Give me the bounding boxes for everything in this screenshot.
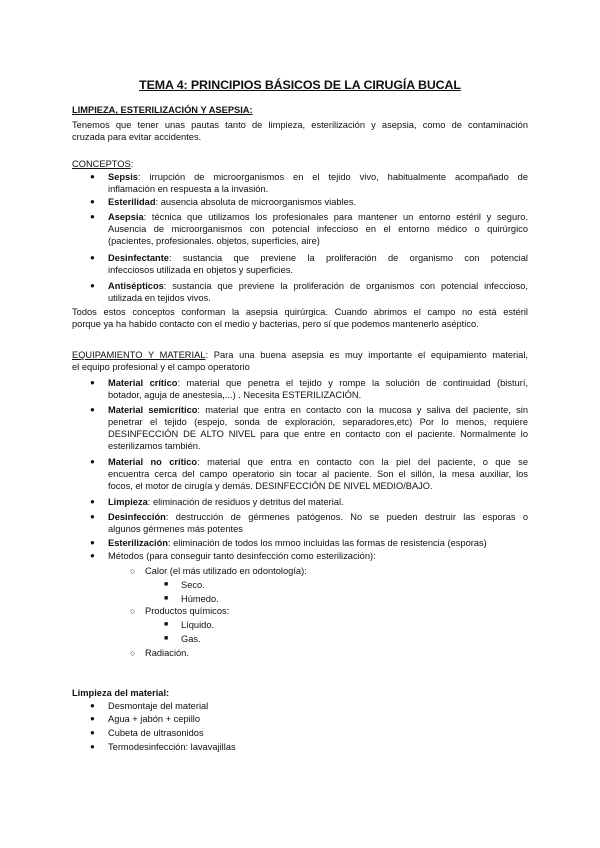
square-bullet-icon: ■ xyxy=(164,621,169,628)
paragraph-line: Tenemos que tener unas pautas tanto de limpieza, esterilización y asepsia, como de contaminación xyxy=(72,120,528,130)
page-title: TEMA 4: PRINCIPIOS BÁSICOS DE LA CIRUGÍA BUCAL xyxy=(139,78,461,92)
square-bullet-icon: ■ xyxy=(164,581,169,588)
paragraph-line: el equipo profesional y el campo operatorio xyxy=(72,362,250,372)
concept-line: Ausencia de microorganismos con potencial infeccioso en el entorno médico o quirúrgico xyxy=(108,224,528,234)
list-item: Termodesinfección: lavavajillas xyxy=(108,742,236,752)
bullet-icon: ● xyxy=(90,551,95,560)
bullet-icon: ● xyxy=(90,457,95,466)
circle-bullet-icon: ○ xyxy=(130,566,136,576)
item-line: algunos gérmenes más potentes xyxy=(108,524,243,534)
bullet-icon: ● xyxy=(90,538,95,547)
list-item: Cubeta de ultrasonidos xyxy=(108,728,204,738)
item-limpieza: Limpieza: eliminación de residuos y detritus del material. xyxy=(108,497,344,507)
concept-line: utilizada en tejidos vivos. xyxy=(108,293,211,303)
equipamiento-intro: EQUIPAMIENTO Y MATERIAL: Para una buena asepsia es muy importante el equipamiento material, xyxy=(72,350,528,360)
item-line: focos, el motor de cirugía y demás. DESINFECCIÓN DE NIVEL MEDIO/BAJO. xyxy=(108,481,433,491)
circle-bullet-icon: ○ xyxy=(130,648,136,658)
item-metodos: Métodos (para conseguir tanto desinfección como esterilización): xyxy=(108,551,376,561)
concept-sepsis: Sepsis: irrupción de microorganismos en el tejido vivo, habitualmente acompañado de xyxy=(108,172,528,182)
limpieza-material-heading: Limpieza del material: xyxy=(72,688,170,698)
square-bullet-icon: ■ xyxy=(164,635,169,642)
square-bullet-icon: ■ xyxy=(164,595,169,602)
conceptos-heading: CONCEPTOS: xyxy=(72,159,134,169)
concept-antisepticos: Antisépticos: sustancia que previene la proliferación de organismos con potencial infeccioso, xyxy=(108,281,528,291)
metodo-liquido: Líquido. xyxy=(181,620,215,630)
bullet-icon: ● xyxy=(90,742,95,751)
concept-line: (pacientes, profesionales. objetos, superficies, aire) xyxy=(108,236,320,246)
item-material-semicritico: Material semicrítico: material que entra en contacto con la mucosa y saliva del paciente, sin xyxy=(108,405,528,415)
item-material-no-critico: Material no crítico: material que entra en contacto con la piel del paciente, o que se xyxy=(108,457,528,467)
item-line: botador, aguja de anestesia,...) . Necesita ESTERILIZACIÓN. xyxy=(108,390,362,400)
bullet-icon: ● xyxy=(90,714,95,723)
concept-desinfectante: Desinfectante: sustancia que previene la proliferación de organismo con potencial xyxy=(108,253,528,263)
item-line: encuentra cerca del campo operatorio sin tocar al paciente. Son el sillón, la mesa auxiliar, los xyxy=(108,469,528,479)
metodo-calor: Calor (el más utilizado en odontología): xyxy=(145,566,307,576)
item-desinfeccion: Desinfección: destrucción de gérmenes patógenos. No se pueden destruir las esporas o xyxy=(108,512,528,522)
concept-asepsia: Asepsia: técnica que utilizamos los profesionales para mantener un entorno estéril y seguro. xyxy=(108,212,528,222)
metodo-humedo: Húmedo. xyxy=(181,594,219,604)
paragraph-line: porque ya ha habido contacto con el medio y bacterias, pero sí que podemos mantenerlo aséptico. xyxy=(72,319,479,329)
list-item: Agua + jabón + cepillo xyxy=(108,714,201,724)
bullet-icon: ● xyxy=(90,512,95,521)
metodo-productos-quimicos: Productos químicos: xyxy=(145,606,230,616)
metodo-gas: Gas. xyxy=(181,634,201,644)
section-heading-limpieza-esterilizacion: LIMPIEZA, ESTERILIZACIÓN Y ASEPSIA: xyxy=(72,105,253,115)
item-esterilizacion: Esterilización: eliminación de todos los mmoo incluidas las formas de resistencia (esporas) xyxy=(108,538,487,548)
paragraph-line: Todos estos conceptos conforman la asepsia quirúrgica. Cuando abrimos el campo no está estéril xyxy=(72,307,528,317)
bullet-icon: ● xyxy=(90,378,95,387)
bullet-icon: ● xyxy=(90,197,95,206)
concept-line: infecciosos utilizada en objetos y superficies. xyxy=(108,265,294,275)
concept-line: inflamación en respuesta a la invasión. xyxy=(108,184,269,194)
paragraph-line: cruzada para evitar accidentes. xyxy=(72,132,202,142)
bullet-icon: ● xyxy=(90,281,95,290)
item-material-critico: Material crítico: material que penetra el tejido y rompe la solución de continuidad (bisturí, xyxy=(108,378,528,388)
bullet-icon: ● xyxy=(90,405,95,414)
concept-esterilidad: Esterilidad: ausencia absoluta de microorganismos viables. xyxy=(108,197,357,207)
item-line: DESINFECCIÓN DE ALTO NIVEL para que entre en contacto con el paciente. Normalmente lo xyxy=(108,429,528,439)
bullet-icon: ● xyxy=(90,172,95,181)
list-item: Desmontaje del material xyxy=(108,701,209,711)
bullet-icon: ● xyxy=(90,212,95,221)
bullet-icon: ● xyxy=(90,728,95,737)
item-line: esterilizamos también. xyxy=(108,441,201,451)
item-line: penetrar el tejido (espejo, sonda de exploración, separadores,etc) Por lo menos, requiere xyxy=(108,417,528,427)
bullet-icon: ● xyxy=(90,701,95,710)
circle-bullet-icon: ○ xyxy=(130,606,136,616)
metodo-seco: Seco. xyxy=(181,580,205,590)
metodo-radiacion: Radiación. xyxy=(145,648,189,658)
bullet-icon: ● xyxy=(90,497,95,506)
bullet-icon: ● xyxy=(90,253,95,262)
